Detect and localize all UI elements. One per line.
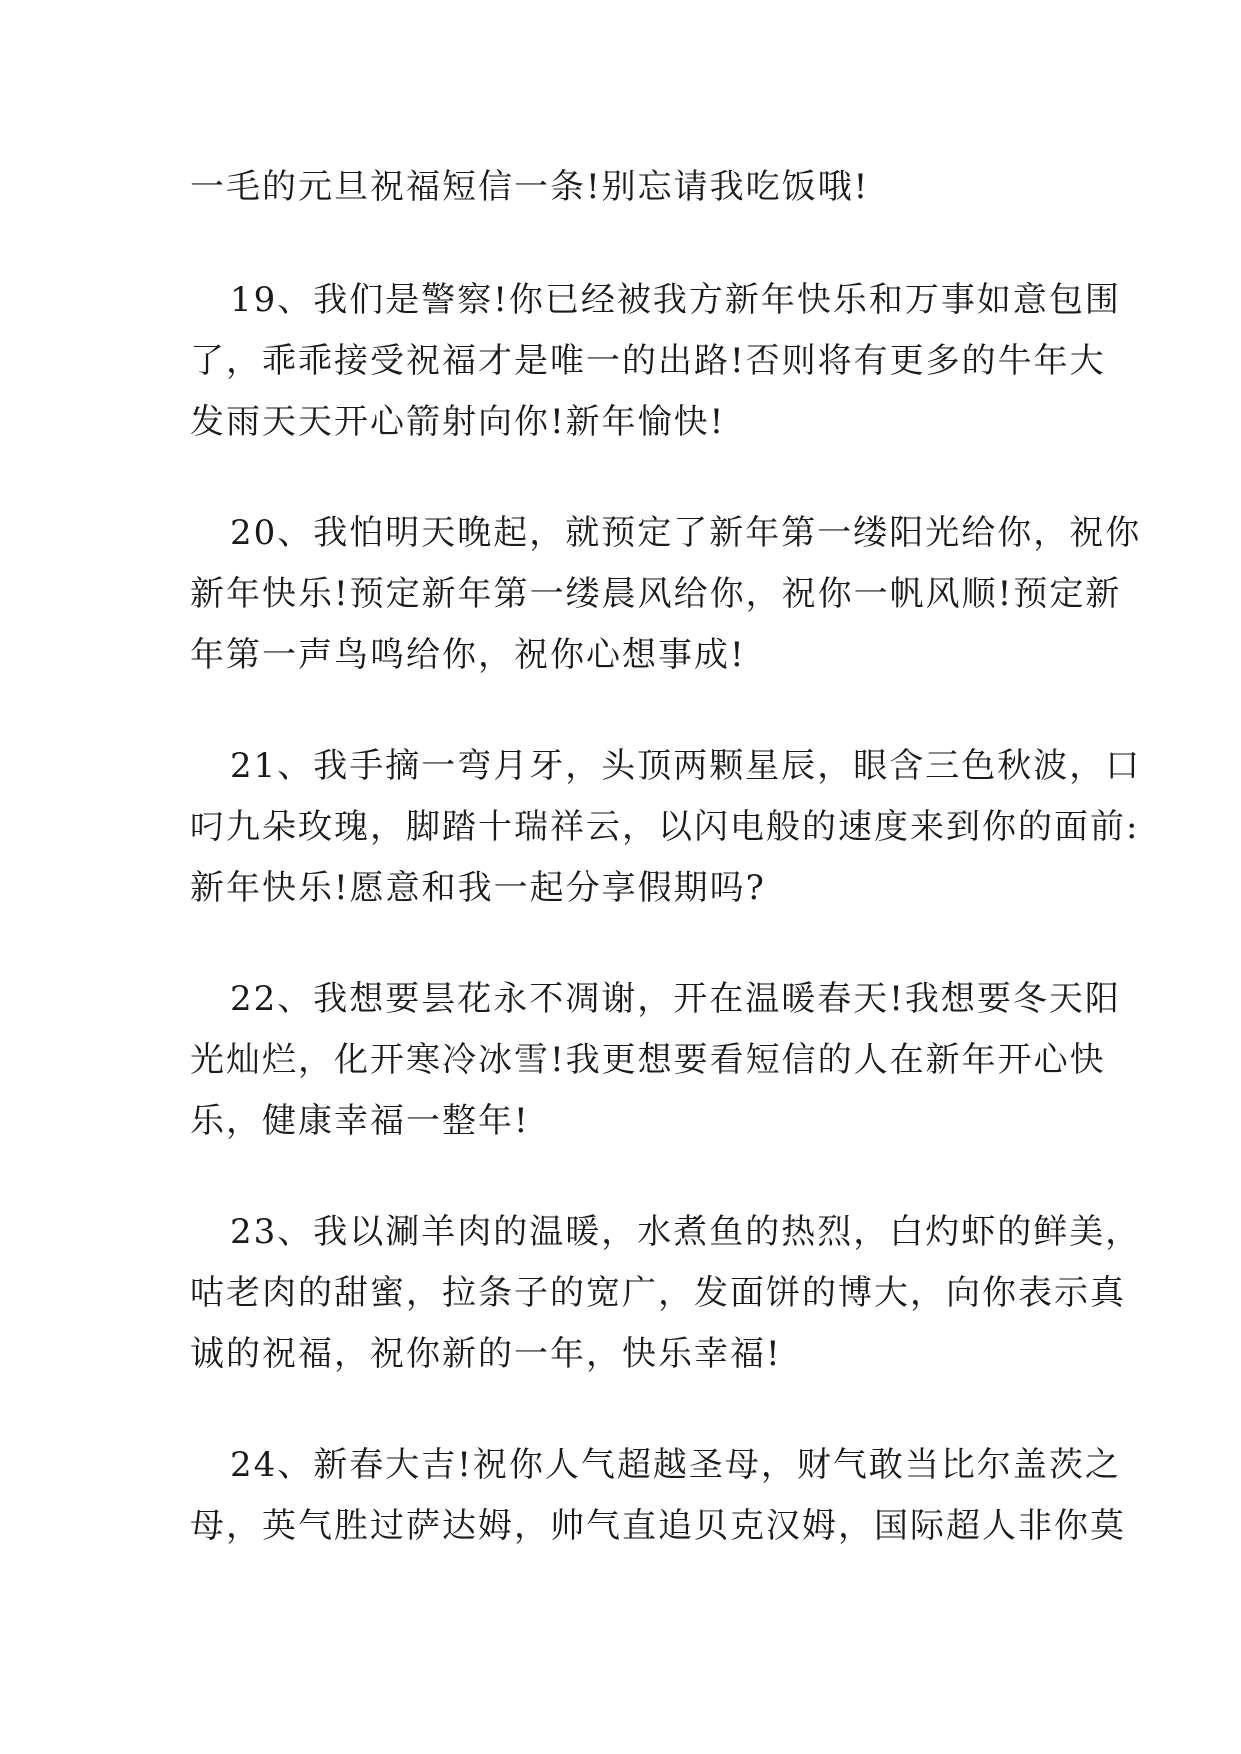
paragraph-22: [190, 969, 1121, 1152]
paragraph-21: [190, 736, 1142, 919]
paragraph-24: [190, 1435, 1126, 1557]
text-line: 19、我们是警察!你已经被我方新年快乐和万事如意包围: [230, 280, 1121, 320]
text-line: 光灿烂，化开寒冷冰雪!我更想要看短信的人在新年开心快: [190, 1040, 1106, 1080]
paragraph-19: [190, 270, 1121, 453]
text-line: 22、我想要昙花永不凋谢，开在温暖春天!我想要冬天阳: [230, 979, 1121, 1019]
document-body: [190, 157, 1142, 1607]
text-line: 叼九朵玫瑰，脚踏十瑞祥云，以闪电般的速度来到你的面前:: [190, 807, 1140, 847]
paragraph-20: [190, 503, 1142, 686]
paragraph-continuation: [190, 157, 1060, 218]
text-line: 母，英气胜过萨达姆，帅气直追贝克汉姆，国际超人非你莫: [190, 1506, 1126, 1546]
text-line: 年第一声鸟鸣给你，祝你心想事成!: [190, 635, 746, 675]
text-line: 23、我以涮羊肉的温暖，水煮鱼的热烈，白灼虾的鲜美，: [230, 1212, 1142, 1252]
text-line: 诚的祝福，祝你新的一年，快乐幸福!: [190, 1334, 782, 1374]
paragraph-23: [190, 1202, 1142, 1385]
text-line: 20、我怕明天晚起，就预定了新年第一缕阳光给你，祝你: [230, 513, 1142, 553]
text-line: 21、我手摘一弯月牙，头顶两颗星辰，眼含三色秋波，口: [230, 746, 1142, 786]
text-line: 发雨天天开心箭射向你!新年愉快!: [190, 402, 726, 442]
text-line: 乐，健康幸福一整年!: [190, 1101, 530, 1141]
text-line: 咕老肉的甜蜜，拉条子的宽广，发面饼的博大，向你表示真: [190, 1273, 1126, 1313]
text-line: 新年快乐!预定新年第一缕晨风给你，祝你一帆风顺!预定新: [190, 574, 1122, 614]
text-line: 新年快乐!愿意和我一起分享假期吗?: [190, 868, 766, 908]
text-line: 一毛的元旦祝福短信一条!别忘请我吃饭哦!: [190, 167, 870, 207]
text-line: 24、新春大吉!祝你人气超越圣母，财气敢当比尔盖茨之: [230, 1445, 1121, 1485]
text-line: 了，乖乖接受祝福才是唯一的出路!否则将有更多的牛年大: [190, 341, 1106, 381]
